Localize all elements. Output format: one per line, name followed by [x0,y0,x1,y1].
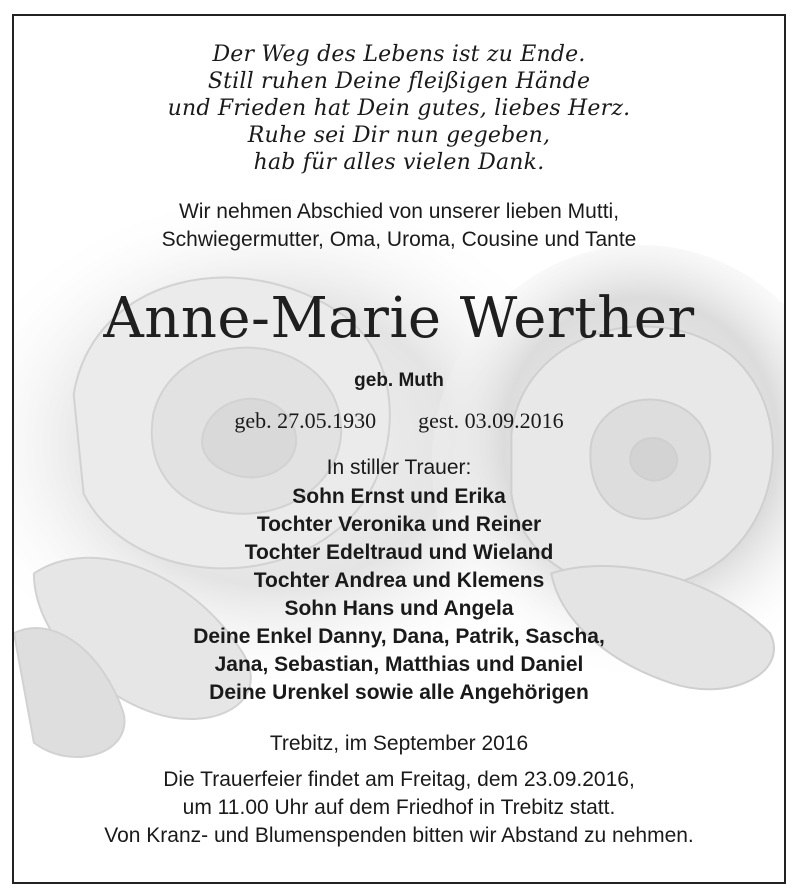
life-dates [14,408,784,434]
poem-line: Ruhe sei Dir nun gegeben, [247,123,551,148]
mourner-line: Sohn Hans und Angela [284,597,514,620]
place-date: Trebitz, im September 2016 [269,732,529,755]
funeral-info-line: Die Trauerfeier findet am Freitag, dem 23.09.2016, [163,768,635,791]
mourner-line: Deine Enkel Danny, Dana, Patrik, Sascha, [193,625,605,648]
mourner-line: Jana, Sebastian, Matthias und Daniel [214,653,584,676]
poem-line: und Frieden hat Dein gutes, liebes Herz. [167,96,631,121]
death-date: gest. 03.09.2016 [418,408,564,433]
funeral-info-line: Von Kranz- und Blumenspenden bitten wir Abstand zu nehmen. [104,824,694,847]
intro-line: Wir nehmen Abschied von unserer lieben Mutti, [178,200,620,223]
funeral-info-line: um 11.00 Uhr auf dem Friedhof in Trebitz statt. [182,796,616,819]
mourner-line: Tochter Edeltraud und Wieland [244,541,554,564]
mourner-line: Tochter Andrea und Klemens [253,569,545,592]
mourner-line: Deine Urenkel sowie alle Angehörigen [209,681,589,704]
poem-line: Der Weg des Lebens ist zu Ende. [212,42,586,67]
mourning-label: In stiller Trauer: [326,456,472,479]
poem-line: hab für alles vielen Dank. [253,150,545,175]
obituary-frame [12,14,786,884]
mourner-line: Tochter Veronika und Reiner [256,513,542,536]
birth-date: geb. 27.05.1930 [234,408,377,433]
mourner-line: Sohn Ernst und Erika [292,485,506,508]
intro-line: Schwiegermutter, Oma, Uroma, Cousine und Tante [161,228,637,251]
maiden-name: geb. Muth [354,370,444,391]
poem-line: Still ruhen Deine fleißigen Hände [207,69,591,94]
obituary-content [14,16,784,882]
deceased-name: Anne-Marie Werther [103,286,695,351]
